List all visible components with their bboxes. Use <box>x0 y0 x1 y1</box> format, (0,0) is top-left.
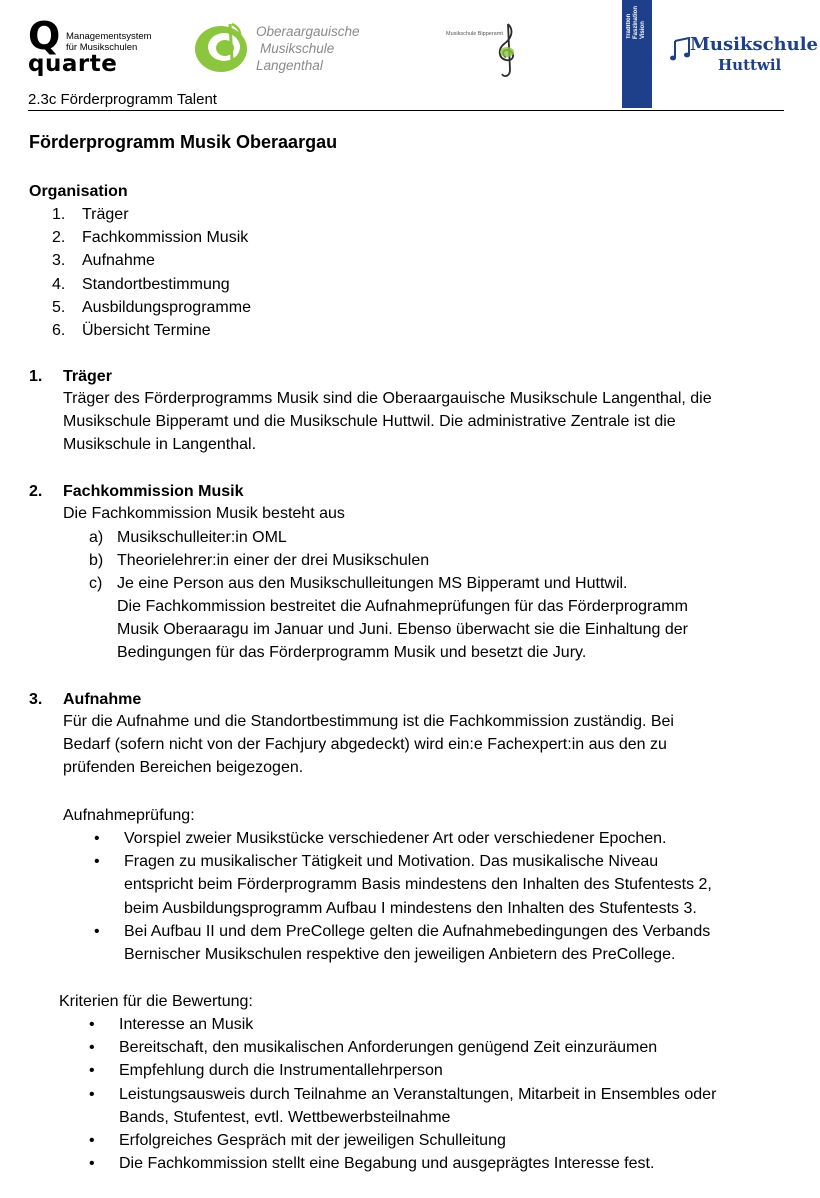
music-notes-icon <box>670 37 692 63</box>
list-item <box>89 572 628 595</box>
section-number: 1. <box>29 368 43 385</box>
list-line: Vorspiel zweier Musikstücke verschiedener Art oder verschiedener Epochen. <box>124 830 667 847</box>
list-letter: b) <box>89 552 104 570</box>
list-number: 2. <box>52 229 66 247</box>
list-line: Bei Aufbau II und dem PreCollege gelten die Aufnahmebedingungen des Verbands <box>124 922 711 940</box>
tradition-band <box>622 0 652 108</box>
list-item <box>89 526 628 549</box>
section-heading: Fachkommission Musik <box>63 483 244 500</box>
oml-logo-text <box>256 23 360 74</box>
list-line: Erfolgreiches Gespräch mit der jeweiligen Schulleitung <box>119 1132 506 1150</box>
list-item <box>52 249 251 272</box>
paragraph-line: Bedingungen für das Förderprogramm Musik und besetzt die Jury. <box>117 644 587 662</box>
list-item <box>52 273 251 296</box>
treble-clef-icon <box>494 22 520 80</box>
paragraph-line: Bedarf (sofern nicht von der Fachjury abgedeckt) wird ein:e Fachexpert:in aus den zu <box>63 736 667 754</box>
committee-list <box>89 526 628 596</box>
quarte-logo-subtitle <box>66 31 152 53</box>
document-reference: 2.3c Förderprogramm Talent <box>28 91 217 108</box>
band-line: Faszination <box>633 6 639 40</box>
list-item <box>52 296 251 319</box>
list-item <box>89 1129 716 1152</box>
list-item-text: Musikschulleiter:in OML <box>117 529 287 546</box>
list-line: Bereitschaft, den musikalischen Anforderungen genügend Zeit einzuräumen <box>119 1039 658 1057</box>
bullet-icon <box>89 1059 95 1082</box>
organisation-list <box>52 203 251 342</box>
band-line: Vision <box>640 21 646 40</box>
list-line: Die Fachkommission stellt eine Begabung und ausgeprägtes Interesse fest. <box>119 1155 655 1173</box>
list-item-text <box>124 920 712 966</box>
section-paragraph <box>117 595 688 665</box>
criteria-list <box>89 1013 716 1175</box>
paragraph-line: prüfenden Bereichen beigezogen. <box>63 759 304 777</box>
paragraph-line: Träger des Förderprogramms Musik sind die Oberaargauische Musikschule Langenthal, die <box>63 390 712 407</box>
list-item <box>94 920 712 966</box>
oml-logo-line: Musikschule <box>260 41 335 56</box>
quarte-subtitle-line: Managementsystem <box>66 31 152 42</box>
list-item-label: Aufnahme <box>82 252 155 270</box>
list-number: 5. <box>52 298 66 316</box>
list-item <box>89 1152 716 1175</box>
list-item <box>89 549 628 572</box>
oml-logo-mark-icon <box>194 20 252 74</box>
list-number: 4. <box>52 275 66 293</box>
quarte-logo-letter: Q <box>28 14 61 58</box>
section-number: 3. <box>29 691 43 708</box>
list-item-text <box>119 1059 716 1082</box>
bullet-icon <box>94 920 100 943</box>
list-item-text: Je eine Person aus den Musikschulleitungen MS Bipperamt und Huttwil. <box>117 575 628 593</box>
exam-label: Aufnahmeprüfung: <box>63 807 195 824</box>
huttwil-logo-line: Huttwil <box>718 56 782 74</box>
list-line: Interesse an Musik <box>119 1016 254 1033</box>
huttwil-logo <box>670 34 819 82</box>
list-item-label: Standortbestimmung <box>82 275 230 293</box>
list-item-text <box>119 1129 716 1152</box>
organisation-heading: Organisation <box>29 183 128 200</box>
list-item-label: Träger <box>82 206 129 223</box>
list-number: 6. <box>52 322 66 340</box>
list-item <box>89 1013 716 1036</box>
band-line: Tradition <box>626 13 632 40</box>
list-item <box>52 319 251 342</box>
section-paragraph <box>63 710 674 780</box>
list-number: 3. <box>52 252 66 270</box>
section-heading: Träger <box>63 368 112 385</box>
bipperamt-logo-text: Musikschule Bipperamt <box>446 31 503 37</box>
list-line: Leistungsausweis durch Teilnahme an Veranstaltungen, Mitarbeit in Ensembles oder <box>119 1085 717 1103</box>
exam-list <box>94 827 712 966</box>
section-paragraph <box>63 387 712 457</box>
list-item-label: Ausbildungsprogramme <box>82 298 251 316</box>
quarte-logo-word: quarte <box>28 51 118 77</box>
list-item <box>89 1036 716 1059</box>
list-line: Empfehlung durch die Instrumentallehrperson <box>119 1062 443 1080</box>
list-letter: a) <box>89 529 104 546</box>
list-item-text <box>124 827 712 850</box>
list-item-text <box>124 850 712 920</box>
list-item-label: Fachkommission Musik <box>82 229 249 247</box>
oml-logo-line: Langenthal <box>256 58 323 73</box>
list-item-text <box>119 1036 716 1059</box>
bullet-icon <box>94 827 100 850</box>
bullet-icon <box>89 1013 95 1036</box>
paragraph-line: Musik Oberaaragu im Januar und Juni. Ebenso überwacht sie die Einhaltung der <box>117 621 688 639</box>
list-item <box>52 226 251 249</box>
section-number: 2. <box>29 483 43 500</box>
list-line: beim Ausbildungsprogramm Aufbau I mindestens den Inhalten des Stufentests 3. <box>124 899 697 917</box>
page-title: Förderprogramm Musik Oberaargau <box>29 132 338 152</box>
section-heading: Aufnahme <box>63 691 142 708</box>
list-line: Bernischer Musikschulen respektive den jeweiligen Anbietern des PreCollege. <box>124 946 676 964</box>
list-line: Fragen zu musikalischer Tätigkeit und Motivation. Das musikalische Niveau <box>124 853 659 871</box>
oml-logo <box>194 20 362 76</box>
list-item <box>94 827 712 850</box>
bullet-icon <box>89 1152 95 1175</box>
list-item-label: Übersicht Termine <box>82 322 211 340</box>
list-item <box>52 203 251 226</box>
list-line: Bands, Stufentest, evtl. Wettbewerbsteilnahme <box>119 1108 451 1126</box>
huttwil-logo-line: Musikschule <box>690 34 819 55</box>
list-letter: c) <box>89 575 103 593</box>
bullet-icon <box>89 1083 95 1106</box>
bullet-icon <box>89 1036 95 1059</box>
list-item-text: Theorielehrer:in einer der drei Musikschulen <box>117 552 430 570</box>
list-item-text <box>119 1083 716 1129</box>
paragraph-line: Musikschule in Langenthal. <box>63 436 257 454</box>
list-number: 1. <box>52 206 66 223</box>
list-line: entspricht beim Förderprogramm Basis mindestens den Inhalten des Stufentests 2, <box>124 876 712 894</box>
list-item <box>89 1059 716 1082</box>
criteria-label: Kriterien für die Bewertung: <box>59 993 253 1010</box>
bipperamt-logo <box>446 22 526 82</box>
quarte-logo <box>28 14 178 80</box>
paragraph-line: Musikschule Bipperamt und die Musikschule Huttwil. Die administrative Zentrale ist die <box>63 413 676 431</box>
header-divider <box>28 110 784 111</box>
list-item-text <box>119 1013 716 1036</box>
list-item <box>94 850 712 920</box>
list-item-text <box>119 1152 716 1175</box>
bullet-icon <box>94 850 100 873</box>
list-item <box>89 1083 716 1129</box>
section-intro: Die Fachkommission Musik besteht aus <box>63 505 345 522</box>
bullet-icon <box>89 1129 95 1152</box>
tradition-band-text <box>626 6 647 39</box>
oml-logo-line: Oberaargauische <box>256 24 360 39</box>
paragraph-line: Für die Aufnahme und die Standortbestimmung ist die Fachkommission zuständig. Bei <box>63 713 674 730</box>
quarte-subtitle-line: für Musikschulen <box>66 42 138 53</box>
paragraph-line: Die Fachkommission bestreitet die Aufnahmeprüfungen für das Förderprogramm <box>117 598 688 615</box>
